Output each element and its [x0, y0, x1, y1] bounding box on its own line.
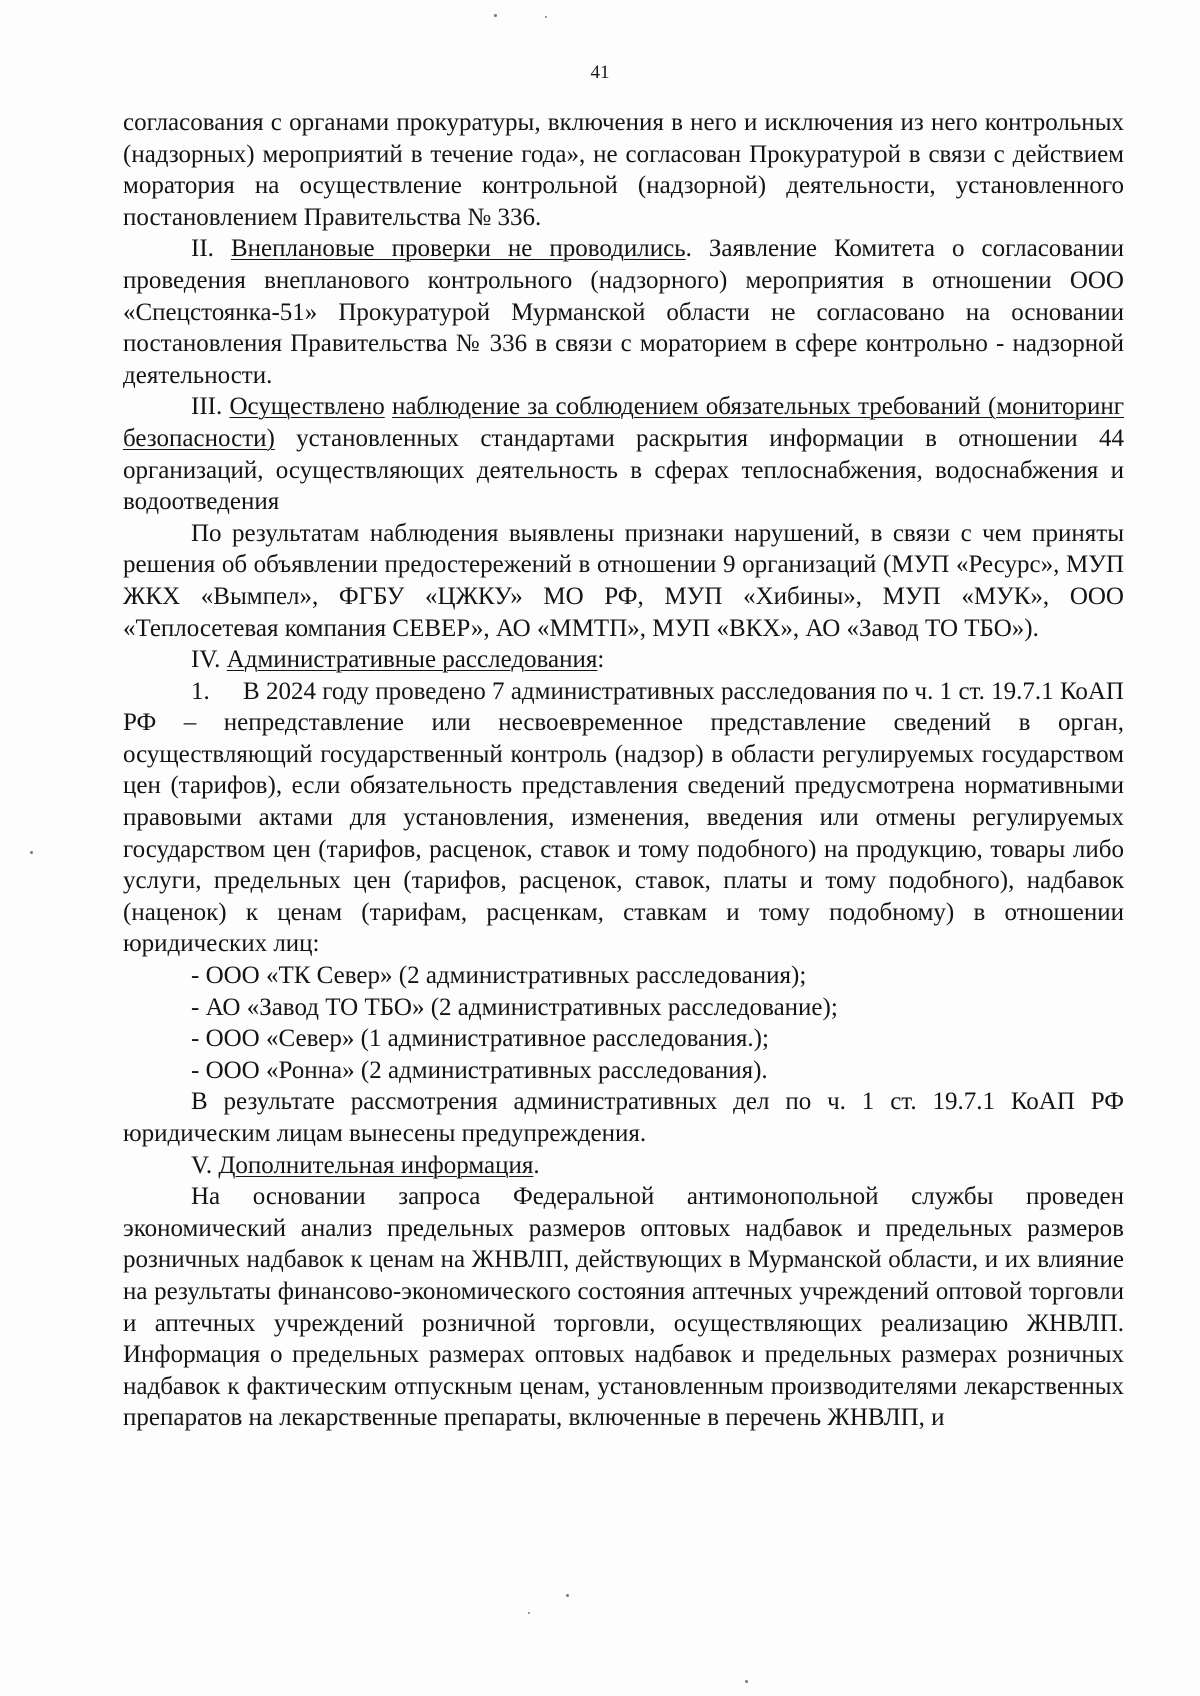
paragraph-fas-analysis: На основании запроса Федеральной антимонопольной службы проведен экономический анализ предельных размеров оптовых надбавок и предельных размеров розничных надбавок к ценам на ЖНВЛП, действующих в Мурманской области, и их влияние на результаты финансово-экономического состояния аптечных учреждений оптовой торговли и аптечных учреждений розничной торговли, осуществляющих реализацию ЖНВЛП. Информация о предельных размерах оптовых надбавок и предельных размерах розничных надбавок к фактическим отпускным ценам, установленным производителями лекарственных препаратов на лекарственные препараты, включенные в перечень ЖНВЛП, и: [123, 1183, 1124, 1432]
scan-speck: [566, 1594, 569, 1597]
scan-speck: [745, 1680, 748, 1683]
list-item: - ООО «ТК Север» (2 административных расследования);: [191, 962, 807, 990]
section-monitoring: [123, 391, 1124, 517]
section-unscheduled-inspections: [123, 233, 1124, 391]
list-item: - АО «Завод ТО ТБО» (2 административных расследование);: [191, 993, 838, 1021]
numbered-item: [123, 676, 1124, 960]
page-number: 41: [590, 62, 610, 83]
section-heading-dot: .: [533, 1151, 540, 1179]
scan-speck: [494, 14, 497, 17]
list-item: - ООО «Ронна» (2 административных расследования).: [191, 1056, 768, 1084]
section-heading: Дополнительная информация: [218, 1151, 534, 1179]
section-administrative-investigations: [123, 644, 1124, 676]
scan-speck: [30, 851, 33, 854]
paragraph-investigation-result: В результате рассмотрения административных дел по ч. 1 ст. 19.7.1 КоАП РФ юридическим лицам вынесены предупреждения.: [123, 1088, 1124, 1147]
section-text: . Заявление Комитета о согласовании проведения внепланового контрольного (надзорного) мероприятия в отношении ООО «Спецстоянка-51» Прокуратурой Мурманской области не согласовано на основании постановления Правительства № 336 в связи с мораторием в сфере контрольно - надзорной деятельности.: [123, 235, 1125, 389]
section-heading: Административные расследования: [226, 646, 598, 674]
section-numeral: IV.: [191, 646, 221, 674]
paragraph-monitoring-results: По результатам наблюдения выявлены признаки нарушений, в связи с чем приняты решения об объявлении предостережений в отношении 9 организаций (МУП «Ресурс», МУП ЖКХ «Вымпел», ФГБУ «ЦЖКУ» МО РФ, МУП «Хибины», МУП «МУК», ООО «Теплосетевая компания СЕВЕР», АО «ММТП», МУП «ВКХ», АО «Завод ТО ТБО»).: [123, 519, 1124, 642]
section-heading-colon: :: [597, 646, 605, 674]
section-heading-part-a: Осуществлено: [229, 393, 385, 421]
section-heading: Внеплановые проверки не проводились: [230, 235, 686, 263]
section-numeral: V.: [191, 1151, 213, 1179]
section-heading-part-b: наблюдение за соблюдением обязательных требований (мониторинг безопасности): [123, 393, 1125, 452]
paragraph-prosecutor-approval: согласования с органами прокуратуры, включения в него и исключения из него контрольных (надзорных) мероприятий в течение года», не согласован Прокуратурой в связи с действием моратория на осуществление контрольной (надзорной) деятельности, установленного постановлением Правительства № 336.: [123, 109, 1124, 231]
scan-speck: [528, 1612, 530, 1614]
scan-speck: [545, 16, 547, 18]
section-numeral: III.: [191, 393, 223, 421]
document-body: [123, 107, 1124, 1434]
list-item: - ООО «Север» (1 административное расследования.);: [191, 1025, 769, 1053]
section-additional-info: [123, 1150, 1124, 1182]
item-number: 1.: [191, 677, 210, 705]
section-numeral: II.: [191, 235, 214, 263]
item-text: В 2024 году проведено 7 административных расследования по ч. 1 ст. 19.7.1 КоАП РФ – непредставление или несвоевременное представление сведений в орган, осуществляющий государственный контроль (надзор) в области регулируемых государством цен (тарифов), если обязательность представления сведений предусмотрена нормативными правовыми актами для установления, изменения, введения или отмены регулируемых государством цен (тарифов, расценок, ставок и тому подобного) на продукцию, товары либо услуги, предельных цен (тарифов, расценок, ставок, платы и тому подобного), надбавок (наценок) к ценам (тарифам, расценкам, ставкам и тому подобному) в отношении юридических лиц:: [123, 677, 1124, 958]
section-text: установленных стандартами раскрытия информации в отношении 44 организаций, осуществляющих деятельность в сферах теплоснабжения, водоснабжения и водоотведения: [123, 424, 1124, 516]
